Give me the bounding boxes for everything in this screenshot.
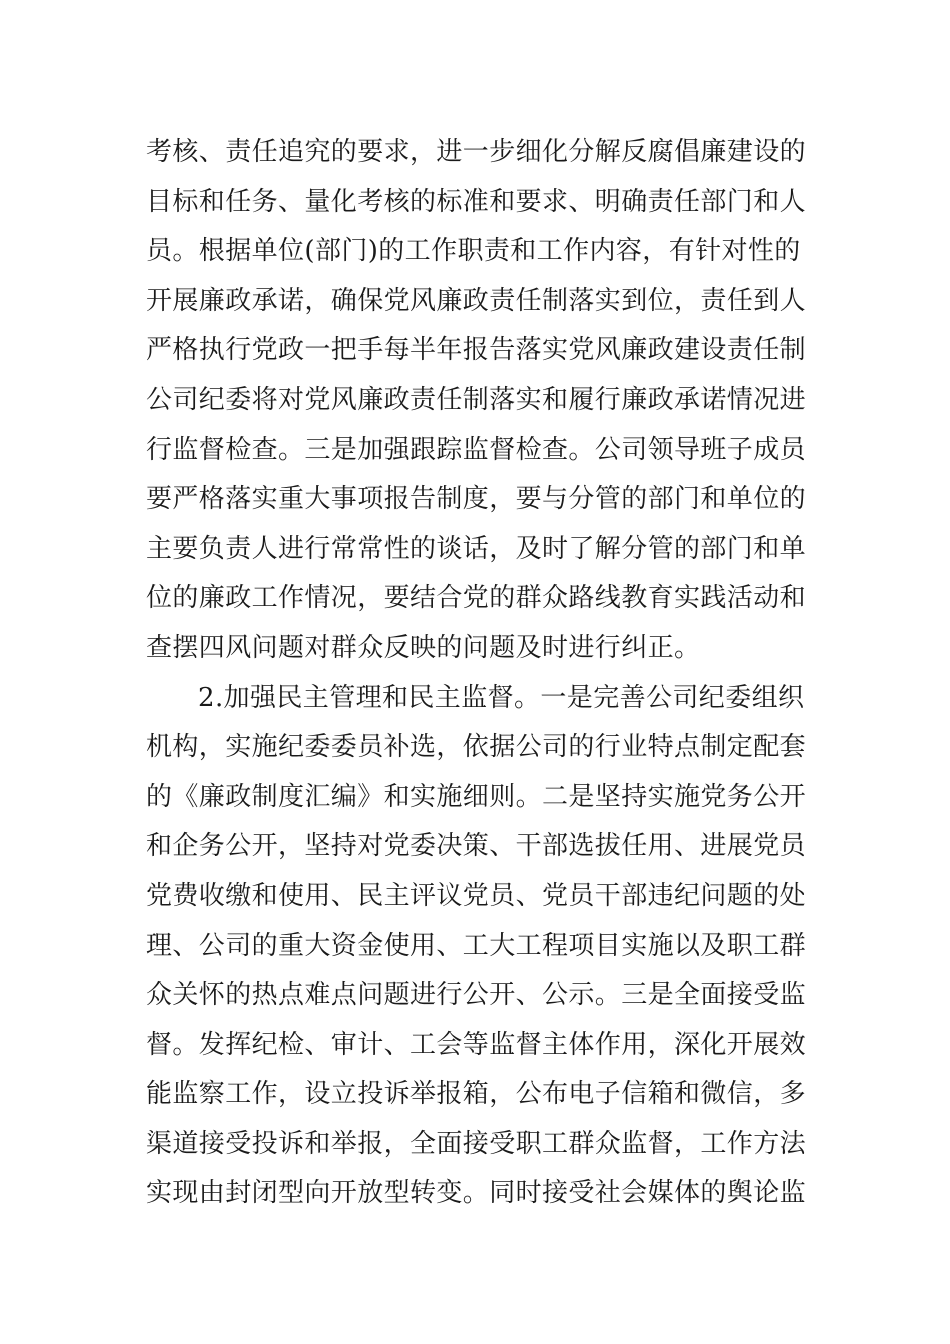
text-line: 行监督检查。三是加强跟踪监督检查。公司领导班子成员 xyxy=(146,434,807,465)
text-line: 查摆四风问题对群众反映的问题及时进行纠正。 xyxy=(146,632,701,663)
text-line: 员。根据单位(部门)的工作职责和工作内容，有针对性的 xyxy=(146,236,801,267)
text-line: 开展廉政承诺，确保党风廉政责任制落实到位，责任到人 xyxy=(146,285,807,316)
text-line: 主要负责人进行常常性的谈话，及时了解分管的部门和单 xyxy=(146,533,807,564)
text-line: 党费收缴和使用、民主评议党员、党员干部违纪问题的处 xyxy=(146,880,807,911)
text-line: 理、公司的重大资金使用、工大工程项目实施以及职工群 xyxy=(146,930,807,961)
text-line: 实现由封闭型向开放型转变。同时接受社会媒体的舆论监 xyxy=(146,1178,807,1209)
text-line: 的《廉政制度汇编》和实施细则。二是坚持实施党务公开 xyxy=(146,781,807,812)
text-line: 督。发挥纪检、审计、工会等监督主体作用，深化开展效 xyxy=(146,1029,807,1060)
text-line: 公司纪委将对党风廉政责任制落实和履行廉政承诺情况进 xyxy=(146,384,807,415)
text-line: 机构，实施纪委委员补选，依据公司的行业特点制定配套 xyxy=(146,732,807,763)
text-line: 目标和任务、量化考核的标准和要求、明确责任部门和人 xyxy=(146,186,807,217)
body-text xyxy=(146,128,816,1219)
text-line: 和企务公开，坚持对党委决策、干部选拔任用、进展党员 xyxy=(146,831,807,862)
text-line: 能监察工作，设立投诉举报箱，公布电子信箱和微信，多 xyxy=(146,1079,807,1110)
text-line: 渠道接受投诉和举报，全面接受职工群众监督，工作方法 xyxy=(146,1128,807,1159)
text-line: 众关怀的热点难点问题进行公开、公示。三是全面接受监 xyxy=(146,980,807,1011)
text-line: 严格执行党政一把手每半年报告落实党风廉政建设责任制 xyxy=(146,335,807,366)
paragraph-start-line: 2.加强民主管理和民主监督。一是完善公司纪委组织 xyxy=(198,682,805,713)
text-line: 考核、责任追究的要求，进一步细化分解反腐倡廉建设的 xyxy=(146,137,807,167)
text-line: 要严格落实重大事项报告制度，要与分管的部门和单位的 xyxy=(146,484,807,515)
text-line: 位的廉政工作情况，要结合党的群众路线教育实践活动和 xyxy=(146,583,807,614)
